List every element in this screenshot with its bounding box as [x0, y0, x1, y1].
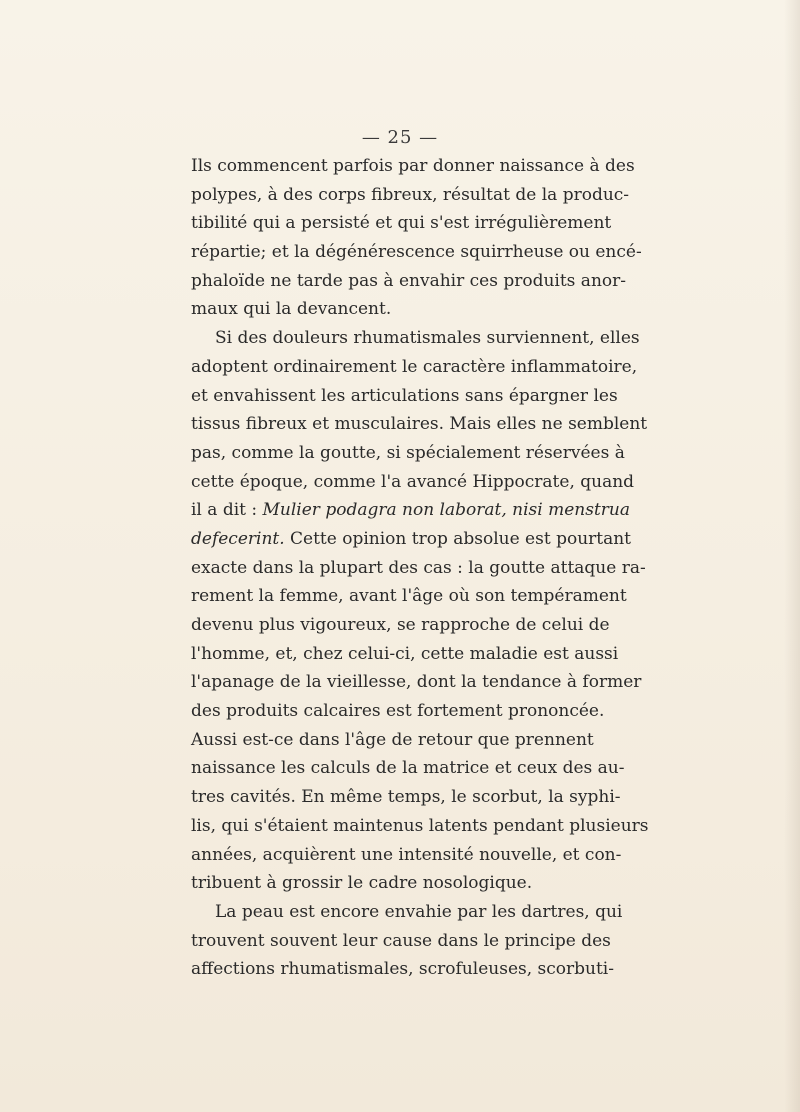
text-line: maux qui la devancent.	[191, 299, 392, 320]
text-line: des produits calcaires est fortement prononcée.	[191, 701, 605, 722]
text-line: Ils commencent parfois par donner naissance à des	[191, 156, 635, 176]
text-line: polypes, à des corps fibreux, résultat de la produc-	[191, 184, 630, 205]
text-line: cette époque, comme l'a avancé Hippocrate, quand	[191, 471, 635, 492]
text-line: Si des douleurs rhumatismales surviennent, elles	[215, 328, 640, 349]
text-segment: il a dit :	[191, 500, 263, 521]
latin-quote-end: defecerint.	[191, 528, 285, 549]
text-line: La peau est encore envahie par les dartres, qui	[215, 901, 623, 922]
text-line: rement la femme, avant l'âge où son tempérament	[191, 586, 627, 607]
text-line: et envahissent les articulations sans épargner les	[191, 385, 618, 406]
text-line: Aussi est-ce dans l'âge de retour que prennent	[191, 729, 594, 750]
text-line: tibilité qui a persisté et qui s'est irrégulièrement	[191, 213, 612, 234]
text-line: répartie; et la dégénérescence squirrheuse ou encé-	[191, 242, 642, 263]
text-line: phaloïde ne tarde pas à envahir ces produits anor-	[191, 270, 626, 291]
text-line-with-quote	[191, 525, 632, 554]
body-text	[191, 152, 649, 984]
text-line: pas, comme la goutte, si spécialement réservées à	[191, 442, 625, 463]
text-line: adoptent ordinairement le caractère inflammatoire,	[191, 356, 638, 377]
text-line: tribuent à grossir le cadre nosologique.	[191, 873, 533, 894]
text-line: l'apanage de la vieillesse, dont la tendance à former	[191, 672, 642, 693]
page-edge-shadow	[784, 0, 800, 1112]
text-line: affections rhumatismales, scrofuleuses, scorbuti-	[191, 959, 614, 980]
text-line: devenu plus vigoureux, se rapproche de celui de	[191, 615, 610, 635]
text-line-with-quote	[191, 496, 630, 525]
text-line: tres cavités. En même temps, le scorbut, la syphi-	[191, 787, 621, 808]
text-line: naissance les calculs de la matrice et ceux des au-	[191, 758, 625, 779]
text-line: tissus fibreux et musculaires. Mais elles ne semblent	[191, 414, 648, 435]
latin-quote: Mulier podagra non laborat, nisi menstrua	[262, 500, 630, 521]
text-segment: Cette opinion trop absolue est pourtant	[284, 528, 632, 549]
text-line: l'homme, et, chez celui-ci, cette maladie est aussi	[191, 643, 619, 664]
text-line: trouvent souvent leur cause dans le principe des	[191, 930, 611, 951]
text-line: années, acquièrent une intensité nouvelle, et con-	[191, 844, 622, 865]
text-line: lis, qui s'étaient maintenus latents pendant plusieurs	[191, 815, 649, 836]
page-number: — 25 —	[361, 127, 439, 148]
text-line: exacte dans la plupart des cas : la goutte attaque ra-	[191, 557, 646, 578]
